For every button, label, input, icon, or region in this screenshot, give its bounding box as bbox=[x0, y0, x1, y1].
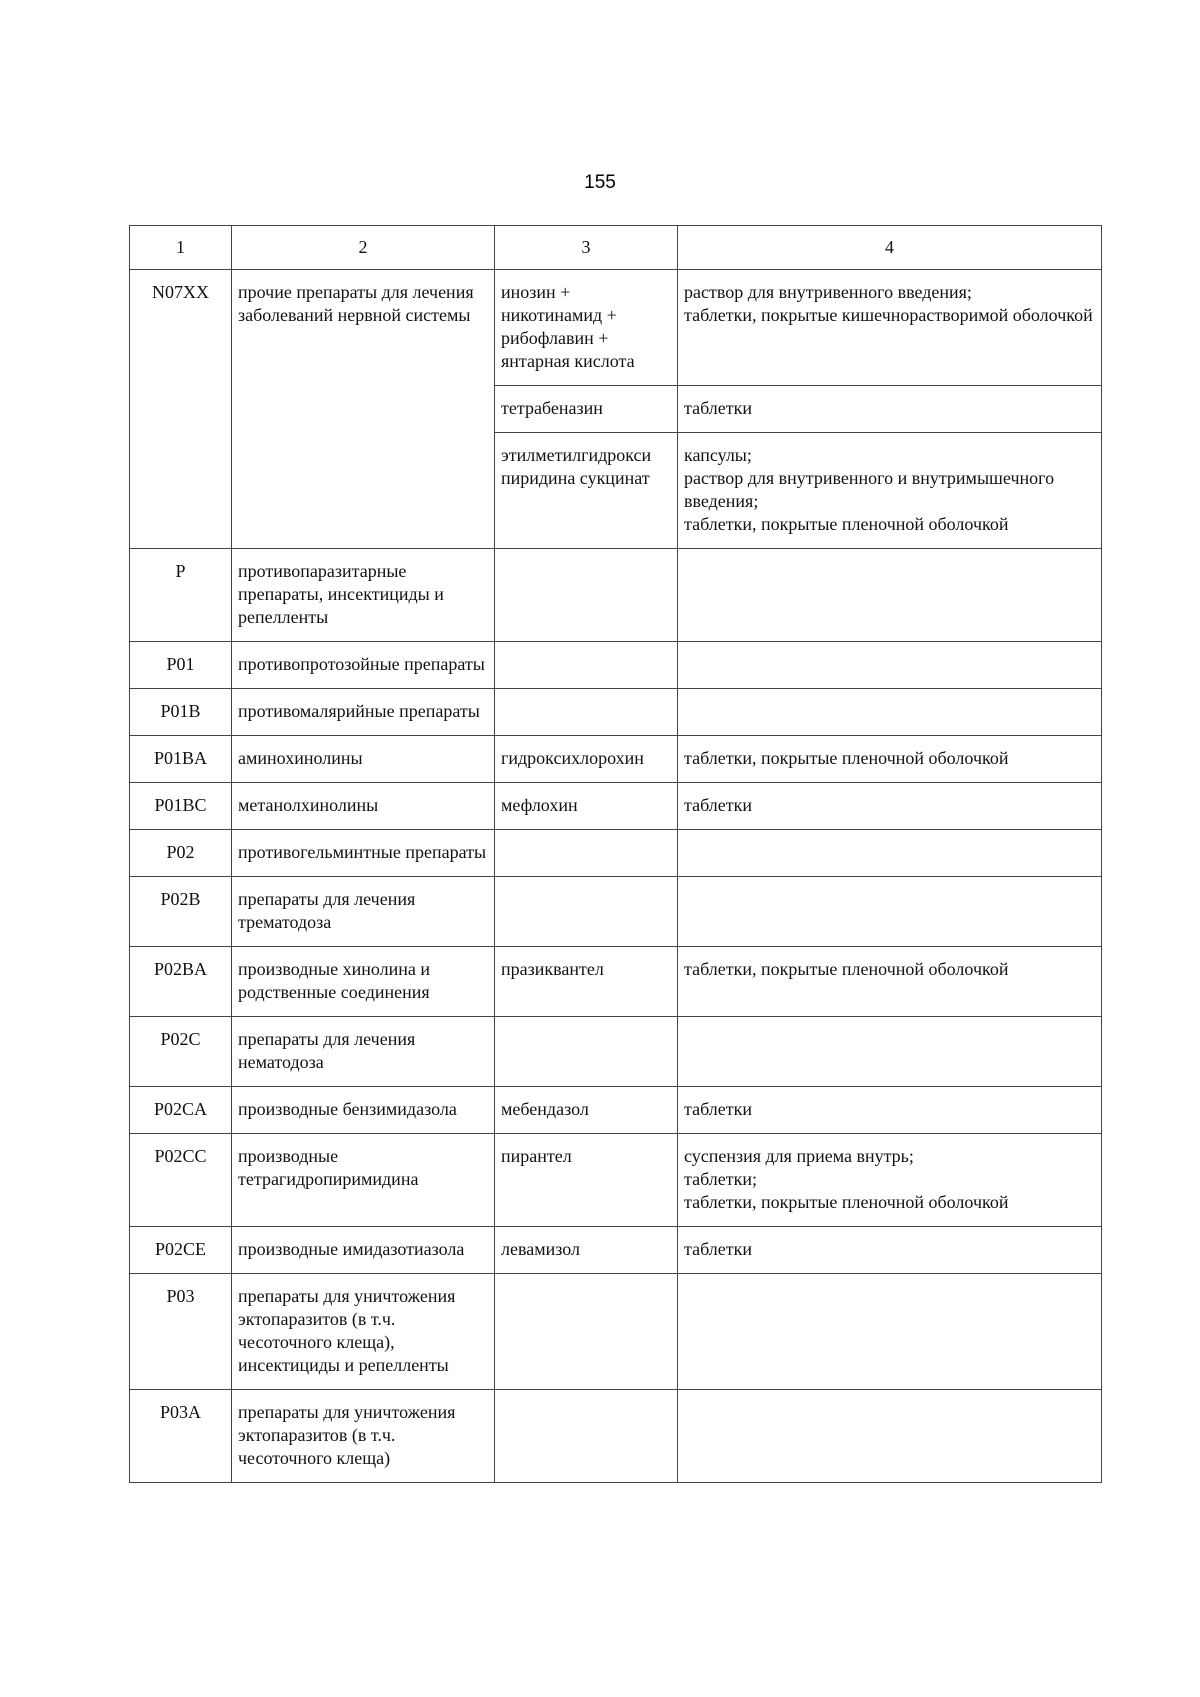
group-name-cell: противомалярийные препараты bbox=[232, 689, 495, 736]
dosage-form-cell: таблетки, покрытые пленочной оболочкой bbox=[678, 736, 1102, 783]
atc-code-cell: N07XX bbox=[130, 270, 232, 549]
group-name-cell: препараты для лечения трематодоза bbox=[232, 877, 495, 947]
atc-code-cell: P01B bbox=[130, 689, 232, 736]
substance-cell bbox=[495, 689, 678, 736]
atc-code-cell: P01BA bbox=[130, 736, 232, 783]
substance-cell: празиквантел bbox=[495, 947, 678, 1017]
group-name-cell: производные тетрагидропиримидина bbox=[232, 1134, 495, 1227]
substance-cell bbox=[495, 1390, 678, 1483]
table-row bbox=[130, 270, 1102, 386]
substance-cell bbox=[495, 1017, 678, 1087]
table-row bbox=[130, 689, 1102, 736]
dosage-form-cell bbox=[678, 1390, 1102, 1483]
column-number-1: 1 bbox=[130, 226, 232, 270]
dosage-form-cell bbox=[678, 830, 1102, 877]
dosage-form-cell: таблетки bbox=[678, 1087, 1102, 1134]
column-number-3: 3 bbox=[495, 226, 678, 270]
table-row bbox=[130, 549, 1102, 642]
column-number-2: 2 bbox=[232, 226, 495, 270]
dosage-form-cell bbox=[678, 642, 1102, 689]
drug-table bbox=[129, 225, 1102, 1483]
atc-code-cell: P03A bbox=[130, 1390, 232, 1483]
table-row bbox=[130, 1134, 1102, 1227]
group-name-cell: препараты для лечения нематодоза bbox=[232, 1017, 495, 1087]
group-name-cell: аминохинолины bbox=[232, 736, 495, 783]
atc-code-cell: P02CA bbox=[130, 1087, 232, 1134]
table-row bbox=[130, 783, 1102, 830]
dosage-form-cell: раствор для внутривенного введения; таблетки, покрытые кишечнорастворимой оболочкой bbox=[678, 270, 1102, 386]
dosage-form-cell: таблетки bbox=[678, 783, 1102, 830]
group-name-cell: прочие препараты для лечения заболеваний нервной системы bbox=[232, 270, 495, 549]
page-number: 155 bbox=[584, 172, 616, 193]
table-header-row bbox=[130, 226, 1102, 270]
table-row bbox=[130, 947, 1102, 1017]
substance-cell bbox=[495, 830, 678, 877]
column-number-4: 4 bbox=[678, 226, 1102, 270]
table-row bbox=[130, 830, 1102, 877]
substance-cell: инозин + никотинамид + рибофлавин + янтарная кислота bbox=[495, 270, 678, 386]
table-row bbox=[130, 877, 1102, 947]
substance-cell: мефлохин bbox=[495, 783, 678, 830]
atc-code-cell: P02CC bbox=[130, 1134, 232, 1227]
atc-code-cell: P01BC bbox=[130, 783, 232, 830]
group-name-cell: препараты для уничтожения эктопаразитов (в т.ч. чесоточного клеща), инсектициды и репелленты bbox=[232, 1274, 495, 1390]
atc-code-cell: P02CE bbox=[130, 1227, 232, 1274]
substance-cell bbox=[495, 877, 678, 947]
group-name-cell: производные имидазотиазола bbox=[232, 1227, 495, 1274]
dosage-form-cell: суспензия для приема внутрь; таблетки; таблетки, покрытые пленочной оболочкой bbox=[678, 1134, 1102, 1227]
atc-code-cell: P02B bbox=[130, 877, 232, 947]
table-row bbox=[130, 1390, 1102, 1483]
group-name-cell: препараты для уничтожения эктопаразитов (в т.ч. чесоточного клеща) bbox=[232, 1390, 495, 1483]
table-row bbox=[130, 642, 1102, 689]
dosage-form-cell bbox=[678, 1274, 1102, 1390]
group-name-cell: производные бензимидазола bbox=[232, 1087, 495, 1134]
atc-code-cell: P03 bbox=[130, 1274, 232, 1390]
atc-code-cell: P01 bbox=[130, 642, 232, 689]
table-row bbox=[130, 1087, 1102, 1134]
substance-cell: пирантел bbox=[495, 1134, 678, 1227]
substance-cell bbox=[495, 642, 678, 689]
substance-cell bbox=[495, 1274, 678, 1390]
dosage-form-cell: таблетки, покрытые пленочной оболочкой bbox=[678, 947, 1102, 1017]
dosage-form-cell bbox=[678, 877, 1102, 947]
group-name-cell: метанолхинолины bbox=[232, 783, 495, 830]
group-name-cell: противогельминтные препараты bbox=[232, 830, 495, 877]
table-body bbox=[130, 549, 1102, 1483]
group-name-cell: производные хинолина и родственные соединения bbox=[232, 947, 495, 1017]
atc-code-cell: P02 bbox=[130, 830, 232, 877]
dosage-form-cell bbox=[678, 549, 1102, 642]
table-row bbox=[130, 736, 1102, 783]
substance-cell: гидроксихлорохин bbox=[495, 736, 678, 783]
group-name-cell: противопаразитарные препараты, инсектициды и репелленты bbox=[232, 549, 495, 642]
atc-code-cell: P02C bbox=[130, 1017, 232, 1087]
table-row bbox=[130, 1227, 1102, 1274]
dosage-form-cell: таблетки bbox=[678, 386, 1102, 433]
atc-code-cell: P02BA bbox=[130, 947, 232, 1017]
substance-cell: тетрабеназин bbox=[495, 386, 678, 433]
table-row bbox=[130, 1017, 1102, 1087]
dosage-form-cell: таблетки bbox=[678, 1227, 1102, 1274]
table-row bbox=[130, 1274, 1102, 1390]
substance-cell bbox=[495, 549, 678, 642]
substance-cell: левамизол bbox=[495, 1227, 678, 1274]
substance-cell: мебендазол bbox=[495, 1087, 678, 1134]
group-name-cell: противопротозойные препараты bbox=[232, 642, 495, 689]
substance-cell: этилметилгидрокси пиридина сукцинат bbox=[495, 433, 678, 549]
atc-code-cell: P bbox=[130, 549, 232, 642]
dosage-form-cell: капсулы; раствор для внутривенного и внутримышечного введения; таблетки, покрытые пленочной оболочкой bbox=[678, 433, 1102, 549]
dosage-form-cell bbox=[678, 689, 1102, 736]
dosage-form-cell bbox=[678, 1017, 1102, 1087]
